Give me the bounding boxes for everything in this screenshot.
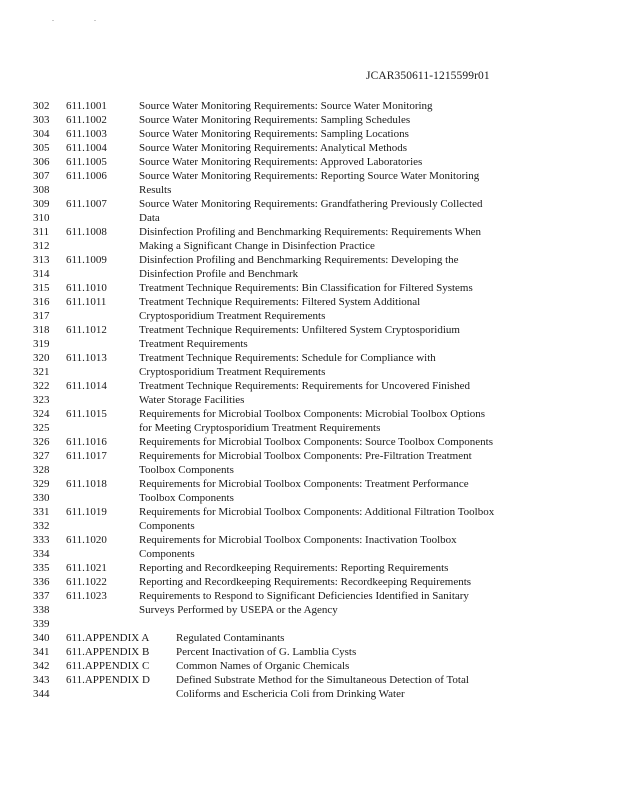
line-number: 331 — [33, 506, 50, 518]
toc-line — [0, 155, 619, 169]
section-title: Requirements for Microbial Toolbox Components: Additional Filtration Toolbox — [139, 506, 495, 518]
line-number: 314 — [33, 268, 50, 280]
line-number: 325 — [33, 422, 50, 434]
section-number: 611.1008 — [66, 226, 107, 238]
section-number: 611.1017 — [66, 450, 107, 462]
toc-line — [0, 575, 619, 589]
toc-line — [0, 659, 619, 673]
section-number: 611.APPENDIX D — [66, 674, 150, 686]
section-title: Requirements to Respond to Significant Deficiencies Identified in Sanitary — [139, 590, 469, 602]
section-number: 611.1010 — [66, 282, 107, 294]
toc-line — [0, 141, 619, 155]
toc-line — [0, 687, 619, 701]
section-title: Requirements for Microbial Toolbox Components: Treatment Performance — [139, 478, 469, 490]
section-number: 611.APPENDIX A — [66, 632, 150, 644]
section-title: Components — [139, 520, 195, 532]
toc-line — [0, 617, 619, 631]
section-number: 611.1004 — [66, 142, 107, 154]
line-number: 318 — [33, 324, 50, 336]
section-title: Requirements for Microbial Toolbox Components: Inactivation Toolbox — [139, 534, 457, 546]
line-number: 324 — [33, 408, 50, 420]
toc-line — [0, 603, 619, 617]
line-number: 322 — [33, 380, 50, 392]
section-number: 611.APPENDIX C — [66, 660, 150, 672]
section-title: Source Water Monitoring Requirements: Approved Laboratories — [139, 156, 423, 168]
appendix-lines — [0, 631, 619, 701]
line-number: 304 — [33, 128, 50, 140]
section-title: Treatment Technique Requirements: Requirements for Uncovered Finished — [139, 380, 470, 392]
line-number: 312 — [33, 240, 50, 252]
line-number: 342 — [33, 660, 50, 672]
section-title: Toolbox Components — [139, 492, 234, 504]
toc-line — [0, 295, 619, 309]
toc-line — [0, 645, 619, 659]
line-number: 332 — [33, 520, 50, 532]
line-number: 337 — [33, 590, 50, 602]
section-title: Common Names of Organic Chemicals — [176, 660, 350, 672]
toc-line — [0, 225, 619, 239]
line-number: 313 — [33, 254, 50, 266]
toc-line — [0, 519, 619, 533]
section-title: Reporting and Recordkeeping Requirements: Recordkeeping Requirements — [139, 576, 472, 588]
section-title: Defined Substrate Method for the Simultaneous Detection of Total — [176, 674, 469, 686]
section-number: 611.1020 — [66, 534, 107, 546]
toc-line — [0, 631, 619, 645]
toc-line — [0, 463, 619, 477]
section-number: 611.1012 — [66, 324, 107, 336]
line-number: 335 — [33, 562, 50, 574]
line-number: 303 — [33, 114, 50, 126]
line-number: 327 — [33, 450, 50, 462]
toc-line — [0, 253, 619, 267]
line-number: 310 — [33, 212, 50, 224]
section-title: Requirements for Microbial Toolbox Components: Source Toolbox Components — [139, 436, 493, 448]
section-title: Water Storage Facilities — [139, 394, 245, 406]
section-title: Requirements for Microbial Toolbox Components: Microbial Toolbox Options — [139, 408, 486, 420]
section-number: 611.1023 — [66, 590, 107, 602]
toc-line — [0, 99, 619, 113]
toc-line — [0, 351, 619, 365]
section-title: Treatment Technique Requirements: Bin Classification for Filtered Systems — [139, 282, 473, 294]
toc-line — [0, 421, 619, 435]
section-title: Cryptosporidium Treatment Requirements — [139, 310, 326, 322]
section-number: 611.1021 — [66, 562, 107, 574]
section-title: Treatment Technique Requirements: Schedule for Compliance with — [139, 352, 436, 364]
line-number: 311 — [33, 226, 50, 238]
section-title: Source Water Monitoring Requirements: Analytical Methods — [139, 142, 408, 154]
section-title: Regulated Contaminants — [176, 632, 285, 644]
section-number: 611.1007 — [66, 198, 107, 210]
line-number: 339 — [33, 618, 50, 630]
section-title: Treatment Technique Requirements: Unfiltered System Cryptosporidium — [139, 324, 460, 336]
section-title: Cryptosporidium Treatment Requirements — [139, 366, 326, 378]
section-number: 611.1002 — [66, 114, 107, 126]
speck-1: . — [52, 14, 54, 23]
section-title: Treatment Technique Requirements: Filtered System Additional — [139, 296, 421, 308]
line-number: 328 — [33, 464, 50, 476]
toc-line — [0, 673, 619, 687]
toc-line — [0, 337, 619, 351]
document-id: JCAR350611-1215599r01 — [366, 70, 490, 82]
line-number: 333 — [33, 534, 50, 546]
toc-line — [0, 309, 619, 323]
line-number: 340 — [33, 632, 50, 644]
toc-line — [0, 127, 619, 141]
section-number: 611.APPENDIX B — [66, 646, 150, 658]
line-number: 319 — [33, 338, 50, 350]
section-number: 611.1016 — [66, 436, 107, 448]
toc-line — [0, 267, 619, 281]
toc-line — [0, 379, 619, 393]
line-number: 306 — [33, 156, 50, 168]
section-title: Toolbox Components — [139, 464, 234, 476]
toc-line — [0, 505, 619, 519]
line-number: 341 — [33, 646, 50, 658]
section-title: Percent Inactivation of G. Lamblia Cysts — [176, 646, 357, 658]
line-number: 315 — [33, 282, 50, 294]
section-title: Data — [139, 212, 160, 224]
line-number: 309 — [33, 198, 50, 210]
section-number: 611.1019 — [66, 506, 107, 518]
section-number: 611.1005 — [66, 156, 107, 168]
section-title: Source Water Monitoring Requirements: Source Water Monitoring — [139, 100, 433, 112]
toc-line — [0, 183, 619, 197]
speck-2: . — [94, 14, 96, 23]
section-number: 611.1022 — [66, 576, 107, 588]
table-of-contents — [0, 99, 619, 701]
section-title: Surveys Performed by USEPA or the Agency — [139, 604, 338, 616]
line-number: 323 — [33, 394, 50, 406]
section-number: 611.1014 — [66, 380, 107, 392]
line-number: 338 — [33, 604, 50, 616]
section-title: Reporting and Recordkeeping Requirements: Reporting Requirements — [139, 562, 449, 574]
section-number: 611.1006 — [66, 170, 107, 182]
toc-line — [0, 365, 619, 379]
toc-line — [0, 281, 619, 295]
section-title: Source Water Monitoring Requirements: Grandfathering Previously Collected — [139, 198, 483, 210]
toc-line — [0, 169, 619, 183]
line-number: 344 — [33, 688, 50, 700]
section-number: 611.1015 — [66, 408, 107, 420]
line-number: 321 — [33, 366, 50, 378]
line-number: 334 — [33, 548, 50, 560]
section-number: 611.1013 — [66, 352, 107, 364]
line-number: 302 — [33, 100, 50, 112]
toc-line — [0, 589, 619, 603]
toc-line — [0, 491, 619, 505]
page-specks — [52, 14, 134, 23]
line-number: 316 — [33, 296, 50, 308]
toc-line — [0, 323, 619, 337]
toc-line — [0, 561, 619, 575]
toc-line — [0, 197, 619, 211]
line-number: 336 — [33, 576, 50, 588]
toc-line — [0, 211, 619, 225]
section-number: 611.1018 — [66, 478, 107, 490]
line-number: 329 — [33, 478, 50, 490]
section-title: Disinfection Profiling and Benchmarking Requirements: Requirements When — [139, 226, 481, 238]
section-lines — [0, 99, 619, 631]
toc-line — [0, 113, 619, 127]
line-number: 330 — [33, 492, 50, 504]
section-title: Source Water Monitoring Requirements: Sampling Locations — [139, 128, 409, 140]
section-title: Disinfection Profiling and Benchmarking Requirements: Developing the — [139, 254, 459, 266]
section-number: 611.1009 — [66, 254, 107, 266]
toc-line — [0, 393, 619, 407]
section-title: Making a Significant Change in Disinfection Practice — [139, 240, 375, 252]
section-title: Disinfection Profile and Benchmark — [139, 268, 299, 280]
line-number: 305 — [33, 142, 50, 154]
line-number: 343 — [33, 674, 50, 686]
section-number: 611.1001 — [66, 100, 107, 112]
toc-line — [0, 449, 619, 463]
section-title: Components — [139, 548, 195, 560]
toc-line — [0, 239, 619, 253]
toc-line — [0, 435, 619, 449]
toc-line — [0, 477, 619, 491]
section-title: Results — [139, 184, 172, 196]
line-number: 320 — [33, 352, 50, 364]
section-title: Source Water Monitoring Requirements: Reporting Source Water Monitoring — [139, 170, 480, 182]
line-number: 326 — [33, 436, 50, 448]
section-number: 611.1011 — [66, 296, 107, 308]
section-title: Requirements for Microbial Toolbox Components: Pre-Filtration Treatment — [139, 450, 472, 462]
line-number: 308 — [33, 184, 50, 196]
toc-line — [0, 407, 619, 421]
section-number: 611.1003 — [66, 128, 107, 140]
section-title: Source Water Monitoring Requirements: Sampling Schedules — [139, 114, 411, 126]
section-title: Coliforms and Eschericia Coli from Drinking Water — [176, 688, 405, 700]
toc-line — [0, 533, 619, 547]
toc-line — [0, 547, 619, 561]
section-title: Treatment Requirements — [139, 338, 248, 350]
line-number: 317 — [33, 310, 50, 322]
section-title: for Meeting Cryptosporidium Treatment Requirements — [139, 422, 381, 434]
line-number: 307 — [33, 170, 50, 182]
